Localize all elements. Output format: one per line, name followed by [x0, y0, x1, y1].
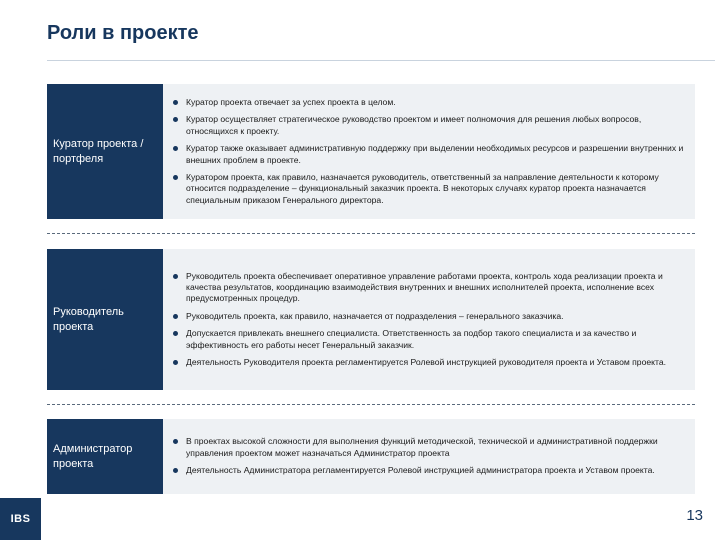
- role-label-text: Руководитель проекта: [53, 305, 124, 333]
- bullet-text: Куратор осуществляет стратегическое руководство проектом и имеет полномочия для решения любых вопросов, относящихся к проекту.: [186, 114, 642, 136]
- logo-text: IBS: [10, 513, 31, 525]
- list-item: [171, 311, 689, 322]
- role-label-text: Куратор проекта / портфеля: [53, 137, 144, 165]
- bullet-text: Деятельность Руководителя проекта регламентируется Ролевой инструкцией руководителя проекта и Уставом проекта.: [186, 357, 667, 368]
- page-number: 13: [686, 507, 703, 524]
- bullet-icon: [173, 117, 178, 122]
- list-item: [171, 97, 689, 108]
- role-block-curator: [47, 84, 695, 219]
- bullet-text: В проектах высокой сложности для выполнения функций методической, технической и административной поддержки управления проектом может назначаться Администратор проекта: [186, 436, 658, 458]
- bullet-text: Куратором проекта, как правило, назначается руководитель, ответственный за направление деятельности к которому относится подразделение – функциональный заказчик проекта. В некоторых случаях куратор проекта назначается специальным приказом Генерального директора.: [186, 171, 659, 205]
- bullet-text: Деятельность Администратора регламентируется Ролевой инструкцией администратора проекта и Уставом проекта.: [186, 465, 655, 476]
- section-divider: [47, 404, 695, 405]
- page-title: Роли в проекте: [47, 22, 199, 44]
- bullet-icon: [173, 146, 178, 151]
- list-item: [171, 328, 689, 351]
- role-block-administrator: [47, 419, 695, 494]
- section-divider: [47, 233, 695, 234]
- list-item: [171, 465, 689, 476]
- role-content-manager: [163, 249, 695, 390]
- list-item: [171, 114, 689, 137]
- bullet-icon: [173, 314, 178, 319]
- list-item: [171, 271, 689, 305]
- title-divider: [47, 60, 715, 61]
- bullet-icon: [173, 331, 178, 336]
- role-label-curator: [47, 84, 163, 219]
- ibs-logo: [0, 498, 41, 540]
- bullet-text: Допускается привлекать внешнего специалиста. Ответственность за подбор такого специалиста и за качество и эффективность его работы несет Генеральный заказчик.: [186, 328, 637, 350]
- bullet-icon: [173, 360, 178, 365]
- role-content-curator: [163, 84, 695, 219]
- list-item: [171, 357, 689, 368]
- bullet-icon: [173, 439, 178, 444]
- bullet-icon: [173, 468, 178, 473]
- bullet-icon: [173, 274, 178, 279]
- list-item: [171, 172, 689, 206]
- role-label-text: Администратор проекта: [53, 442, 133, 470]
- bullet-icon: [173, 175, 178, 180]
- role-block-manager: [47, 249, 695, 390]
- bullet-text: Руководитель проекта, как правило, назначается от подразделения – генерального заказчика.: [186, 310, 564, 321]
- bullet-text: Руководитель проекта обеспечивает оперативное управление работами проекта, контроль хода реализации проекта и качества результатов, координацию взаимодействия внутренних и внешних исполнителей проекта, исполнение всех предусмотренных процедур.: [186, 270, 663, 304]
- list-item: [171, 436, 689, 459]
- bullet-icon: [173, 100, 178, 105]
- role-content-administrator: [163, 419, 695, 494]
- bullet-text: Куратор проекта отвечает за успех проекта в целом.: [186, 96, 396, 107]
- role-label-administrator: [47, 419, 163, 494]
- role-label-manager: [47, 249, 163, 390]
- bullet-text: Куратор также оказывает административную поддержку при выделении необходимых ресурсов и разрешении внутренних и внешних проблем в проекте.: [186, 143, 684, 165]
- list-item: [171, 143, 689, 166]
